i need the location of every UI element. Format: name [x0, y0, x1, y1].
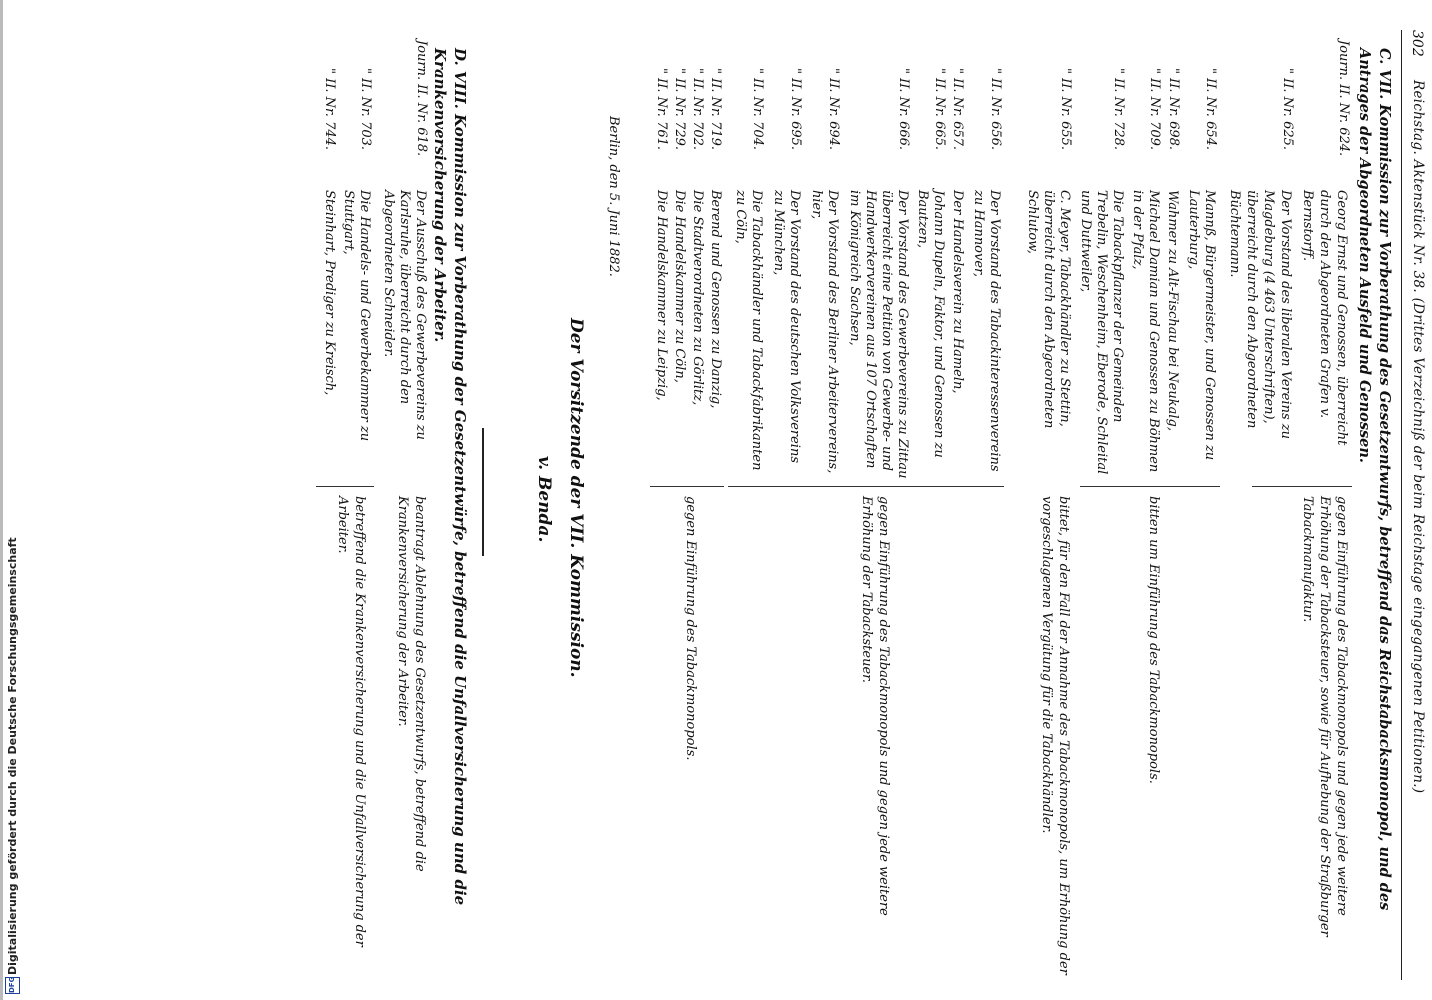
brace-654-728 [1080, 486, 1220, 487]
date-line: Berlin, den 5. Juni 1882. [606, 116, 621, 277]
ref-698: " II. Nr. 698. [1166, 68, 1181, 151]
signature-title: Der Vorsitzende der VII. Kommission. [566, 318, 586, 678]
petitioner-704: Die Tabackhändler und Tabackfabrikanten zu Cöln, [733, 190, 764, 471]
ref-657: " II. Nr. 657. [950, 68, 965, 151]
page-number: 302 [1409, 30, 1425, 57]
petitioner-695: Der Vorstand des deutschen Volksvereins zu München, [771, 190, 802, 463]
request-703-744: betreffend die Krankenversicherung und die Unfallversicherung der Arbeiter. [335, 496, 367, 947]
brace-703-744 [316, 486, 374, 487]
request-719-761: gegen Einführung des Tabackmonopols. [683, 496, 698, 761]
ref-695: " II. Nr. 695. [788, 68, 803, 151]
section-divider [483, 428, 485, 556]
signature-name: v. Benda. [534, 456, 554, 543]
petitioner-625: Der Vorstand des liberalen Vereins zu Magdeburg (4 463 Unterschriften), überreicht durch den Abgeordneten Büchtemann. [1227, 190, 1293, 439]
petitioner-719: Berend und Genossen zu Danzig, [708, 190, 723, 409]
section-c-heading: C. VII. Kommission zur Vorberathung des Gesetzentwurfs, betreffend das Reichstabacksmonopol, und des Antrages der Abgeordneten Ausfeld und Genossen. [1356, 48, 1393, 911]
ref-665: " II. Nr. 665. [932, 68, 947, 151]
ref-618: Journ. II. Nr. 618. [414, 40, 429, 157]
petitioner-702: Die Stadtverordneten zu Görlitz, [690, 190, 705, 406]
page-edge [0, 0, 3, 1000]
petitioner-618: Der Ausschuß des Gewerbevereins zu Karlsruhe, überreicht durch den Abgeordneten Schneider. [381, 190, 428, 440]
funding-note: Digitalisierung gefördert durch die Deutsche Forschungsgemeinschaft [6, 537, 19, 975]
brace-719-761 [650, 486, 724, 487]
petitioner-761: Die Handelskammer zu Leipzig, [654, 190, 669, 401]
petitioner-694: Der Vorstand des Berliner Arbeitervereins, hier, [809, 190, 840, 474]
petitioner-709: Michael Damian und Genossen zu Böhmen in der Pfalz, [1130, 190, 1161, 473]
petitioner-654: Mannß, Bürgermeister, und Genossen zu Lauterburg, [1186, 190, 1217, 461]
ref-709: " II. Nr. 709. [1147, 68, 1162, 151]
petitioner-665: Johann Dupeln, Faktor, und Genossen zu Bautzen, [915, 190, 946, 458]
petitioner-729: Die Handelskammer zu Cöln, [672, 190, 687, 383]
ref-704: " II. Nr. 704. [750, 68, 765, 151]
petitioner-698: Wahmer zu Alt-Fischau bei Neukalg, [1165, 190, 1180, 431]
ref-694: " II. Nr. 694. [826, 68, 841, 151]
ref-702: " II. Nr. 702. [690, 68, 705, 151]
ref-729: " II. Nr. 729. [672, 68, 687, 151]
request-654-728: bitten um Einführung des Tabackmonopols. [1146, 496, 1161, 784]
petitioner-624: Georg Ernst und Genossen, überreicht durch den Abgeordneten Grafen v. Bernstorff. [1300, 190, 1349, 446]
petitioner-703: Die Handels- und Gewerbekammer zu Stuttgart, [341, 190, 372, 442]
petitioner-657: Der Handelsverein zu Hameln, [950, 190, 965, 394]
ref-761: " II. Nr. 761. [654, 68, 669, 151]
digitization-strip [0, 0, 28, 1000]
brace-624 [1252, 486, 1352, 487]
petitioner-728: Die Tabackpflanzer der Gemeinden Trebelin, Weschenheim, Eberode, Schleital und Duttweiler, [1078, 190, 1125, 475]
header-rule [1401, 30, 1402, 980]
petitioner-744: Steinhart, Prediger zu Kreisch, [322, 190, 337, 396]
request-624: gegen Einführung des Tabackmonopols und gegen jede weitere Erhöhung der Tabacksteuer, sowie für Aufhebung der Straßburger Tabackmanufaktur. [1300, 496, 1349, 937]
ref-728: " II. Nr. 728. [1111, 68, 1126, 151]
ref-656: " II. Nr. 656. [988, 68, 1003, 151]
ref-703: " II. Nr. 703. [358, 68, 373, 151]
ref-655: " II. Nr. 655. [1058, 68, 1073, 151]
ref-719: " II. Nr. 719. [708, 68, 723, 151]
brace-656-704 [728, 486, 1004, 487]
request-618: beantragt Ablehnung des Gesetzentwurfs, betreffend die Krankenversicherung der Arbeiter. [395, 496, 427, 872]
section-d-heading: D. VIII. Kommission zur Vorberathung der Gesetzentwürfe, betreffend die Unfallversicherung und die Krankenversicherung der Arbeiter. [431, 48, 469, 906]
petitioner-655: C. Meyer, Tabackhändler zu Stettin, überreicht durch den Abgeordneten Schlutow, [1025, 190, 1072, 429]
request-655: bittet, für den Fall der Annahme des Tabackmonopols, um Erhöhung der vorgeschlagenen Vergütung für die Tabackhändler. [1039, 496, 1071, 975]
petitioner-656: Der Vorstand des Tabackinteressenvereins zu Hannover, [971, 190, 1002, 472]
ref-654: " II. Nr. 654. [1203, 68, 1218, 151]
ref-624: Journ. II. Nr. 624. [1336, 40, 1351, 157]
ref-625: " II. Nr. 625. [1280, 68, 1295, 151]
ref-744: " II. Nr. 744. [322, 68, 337, 151]
ref-666: " II. Nr. 666. [896, 68, 911, 151]
running-title: Reichstag. Aktenstück Nr. 38. (Drittes Verzeichniß der beim Reichstage eingegangenen Petitionen.) [1410, 80, 1426, 794]
petitioner-666: Der Vorstand des Gewerbevereins zu Zittau überreicht eine Petition von Gewerbe- und Handwerkervereinen aus 107 Ortschaften im Königreich Sachsen, [847, 190, 910, 479]
dfg-logo: DFG [5, 977, 20, 994]
request-656-704: gegen Einführung des Tabackmonopols und gegen jede weitere Erhöhung der Tabacksteuer. [859, 496, 891, 916]
